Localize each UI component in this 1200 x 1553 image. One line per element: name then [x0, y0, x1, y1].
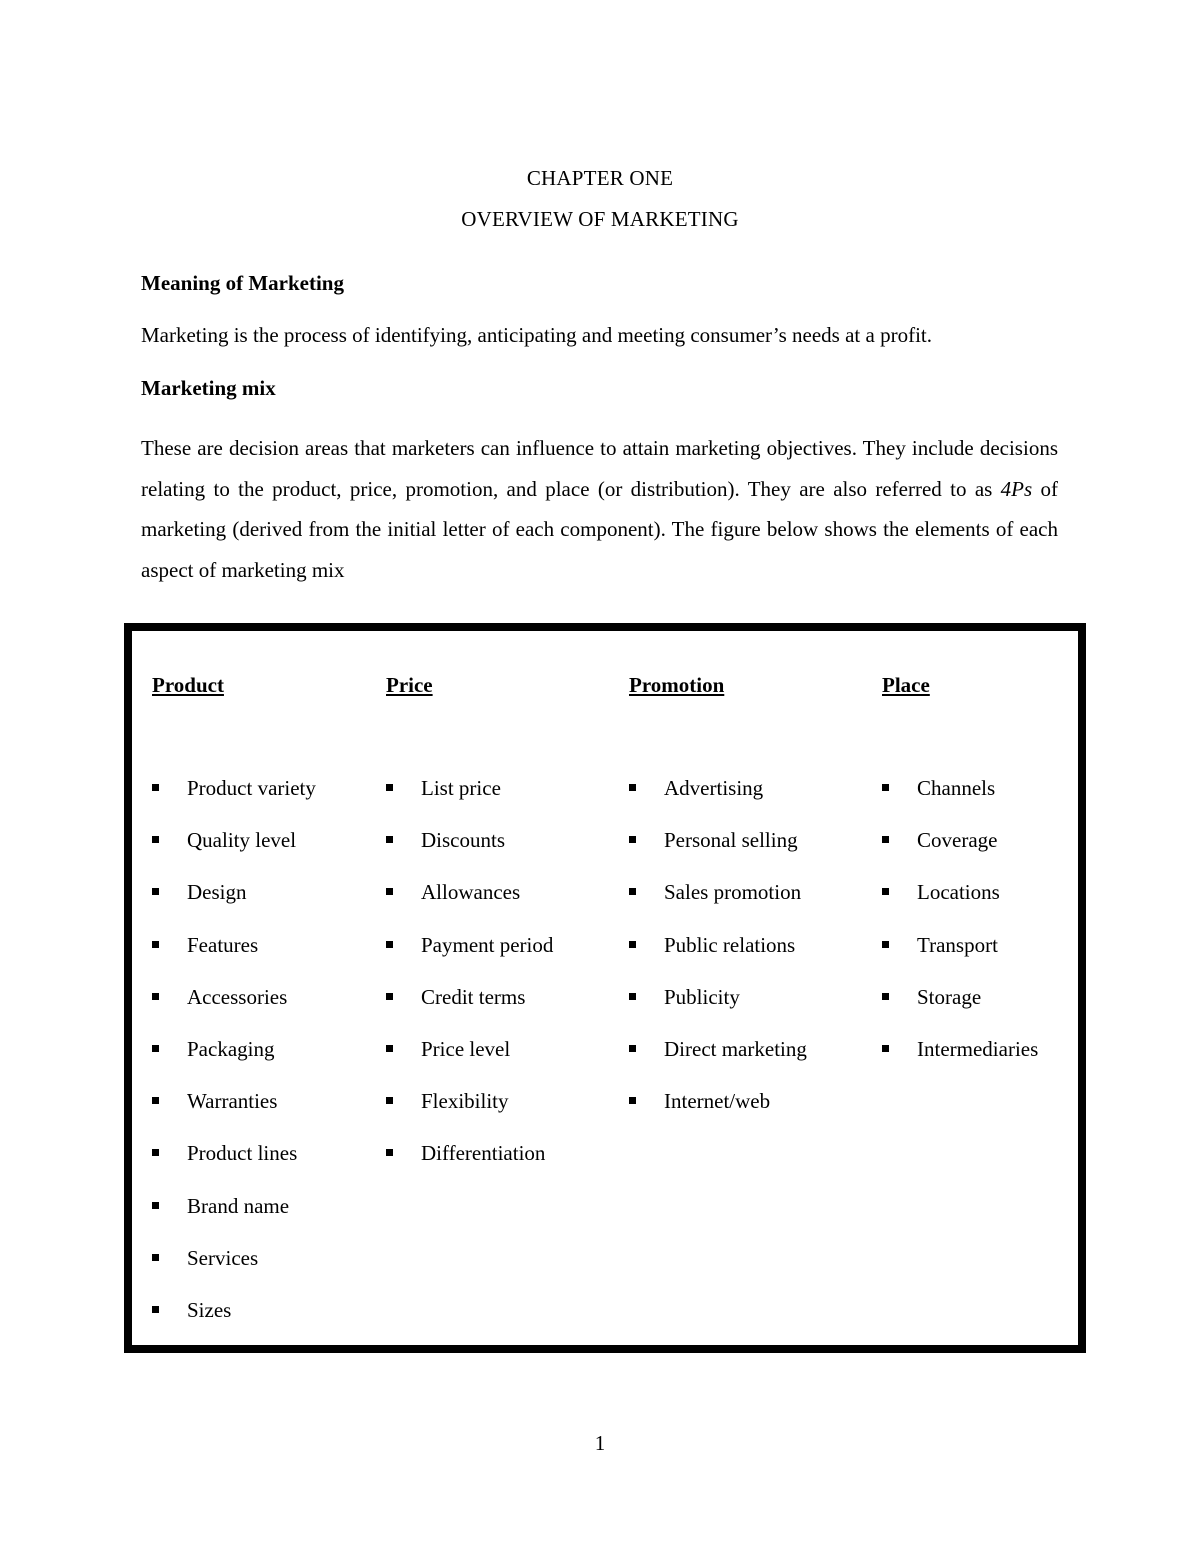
list-item-text: Intermediaries	[917, 1036, 1039, 1061]
bullet-icon	[882, 784, 889, 791]
list-item-text: Payment period	[421, 932, 554, 957]
bullet-icon	[882, 1045, 889, 1052]
meaning-paragraph: Marketing is the process of identifying, anticipating and meeting consumer’s needs at a profit.	[141, 323, 932, 347]
bullet-icon	[152, 1306, 159, 1313]
list-item-text: Sales promotion	[664, 880, 802, 905]
list-item-text: Quality level	[187, 828, 297, 853]
marketing-mix-paragraph	[141, 428, 1058, 590]
list-item-text: Locations	[917, 880, 1000, 905]
bullet-icon	[386, 1045, 393, 1052]
list-item-text: Differentiation	[421, 1141, 546, 1166]
bullet-icon	[152, 836, 159, 843]
bullet-icon	[152, 1202, 159, 1209]
mix-text-part2: of marketing (derived from the initial letter of each component). The figure below shows the elements of each aspect of marketing mix	[141, 476, 1059, 582]
bullet-icon	[882, 941, 889, 948]
list-item-text: Design	[187, 880, 247, 905]
bullet-icon	[882, 836, 889, 843]
bullet-icon	[152, 1254, 159, 1261]
marketing-mix-box	[124, 623, 1086, 1353]
list-item-text: Direct marketing	[664, 1036, 807, 1061]
list-item-text: Features	[187, 932, 259, 957]
bullet-icon	[386, 1149, 393, 1156]
list-item-text: List price	[421, 776, 501, 800]
bullet-icon	[386, 888, 393, 895]
list-item-text: Warranties	[187, 1089, 278, 1114]
list-item-text: Discounts	[421, 828, 505, 853]
bullet-icon	[386, 836, 393, 843]
chapter-subtitle: OVERVIEW OF MARKETING	[461, 207, 739, 231]
bullet-icon	[629, 1097, 636, 1104]
meaning-heading: Meaning of Marketing	[141, 271, 344, 295]
list-item-text: Flexibility	[421, 1089, 509, 1114]
list-item-text: Credit terms	[421, 984, 526, 1009]
place-heading: Place	[882, 673, 930, 697]
list-item-text: Publicity	[664, 984, 740, 1009]
product-heading: Product	[152, 673, 224, 697]
list-item-text: Coverage	[917, 828, 998, 853]
bullet-icon	[386, 941, 393, 948]
page-number: 1	[594, 1431, 606, 1455]
chapter-title: CHAPTER ONE	[526, 166, 674, 190]
list-item-text: Public relations	[664, 932, 796, 957]
mix-text-part1: These are decision areas that marketers can influence to attain marketing objectives. They include decisions relating to the product, price, promotion, and place (or distribution). They are also referred to as	[141, 436, 1058, 501]
bullet-icon	[152, 993, 159, 1000]
list-item-text: Product variety	[187, 776, 316, 800]
bullet-icon	[152, 1097, 159, 1104]
list-item-text: Price level	[421, 1036, 511, 1061]
bullet-icon	[152, 1045, 159, 1052]
bullet-icon	[386, 1097, 393, 1104]
list-item-text: Channels	[917, 776, 996, 800]
bullet-icon	[386, 784, 393, 791]
bullet-icon	[152, 941, 159, 948]
price-heading: Price	[386, 673, 433, 697]
mix-text-4ps: 4Ps	[1000, 476, 1033, 501]
list-item-text: Transport	[917, 932, 998, 957]
list-item-text: Brand name	[187, 1193, 290, 1218]
promotion-heading: Promotion	[629, 673, 725, 697]
bullet-icon	[152, 888, 159, 895]
list-item-text: Accessories	[187, 984, 288, 1009]
list-item-text: Allowances	[421, 880, 521, 905]
list-item-text: Personal selling	[664, 828, 798, 853]
list-item-text: Advertising	[664, 776, 764, 800]
bullet-icon	[629, 941, 636, 948]
bullet-icon	[152, 784, 159, 791]
list-item-text: Sizes	[187, 1297, 232, 1322]
bullet-icon	[629, 888, 636, 895]
list-item-text: Services	[187, 1245, 259, 1270]
list-item-text: Product lines	[187, 1141, 298, 1166]
bullet-icon	[629, 1045, 636, 1052]
bullet-icon	[882, 888, 889, 895]
bullet-icon	[629, 784, 636, 791]
list-item-text: Packaging	[187, 1036, 275, 1061]
bullet-icon	[152, 1149, 159, 1156]
bullet-icon	[629, 836, 636, 843]
list-item-text: Storage	[917, 984, 982, 1009]
marketing-mix-heading: Marketing mix	[141, 376, 276, 400]
bullet-icon	[882, 993, 889, 1000]
bullet-icon	[386, 993, 393, 1000]
list-item-text: Internet/web	[664, 1089, 771, 1114]
bullet-icon	[629, 993, 636, 1000]
